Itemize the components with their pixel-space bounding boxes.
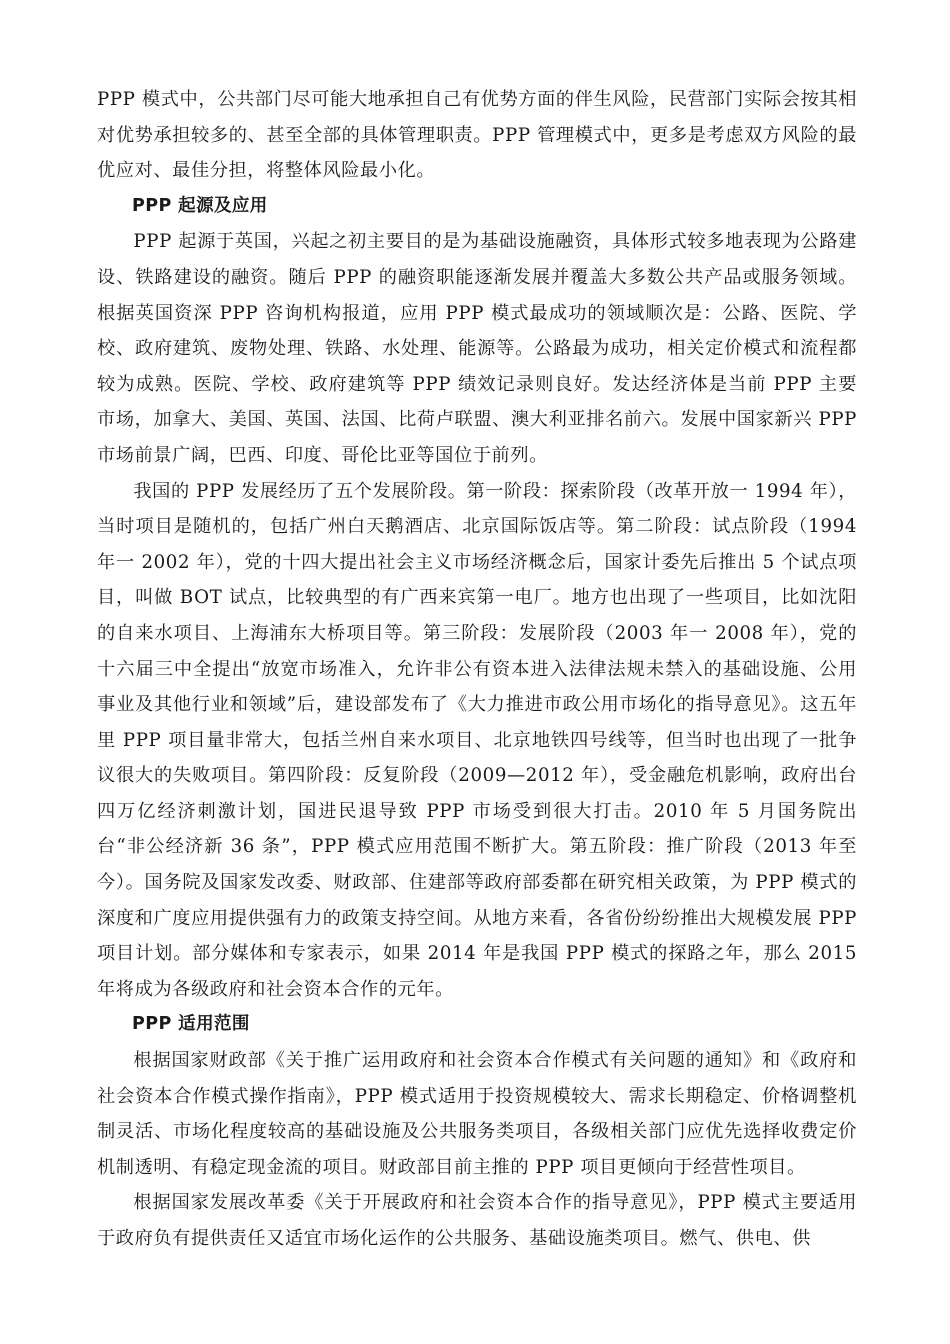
section-heading-origin: PPP 起源及应用 xyxy=(132,195,268,216)
paragraph-origin: PPP 起源于英国，兴起之初主要目的是为基础设施融资，具体形式较多地表现为公路建设、铁路建设的融资。随后 PPP 的融资职能逐渐发展并覆盖大多数公共产品或服务领域。根据英国资深 PPP 咨询机构报道，应用 PPP 模式最成功的领域顺次是：公路、医院、学校、政府建筑、废物处理、铁路、水处理、能源等。公路最为成功，相关定价模式和流程都较为成熟。医院、学校、政府建筑等 PPP 绩效记录则良好。发达经济体是当前 PPP 主要市场，加拿大、美国、英国、法国、比荷卢联盟、澳大利亚排名前六。发展中国家新兴 PPP 市场前景广阔，巴西、印度、哥伦比亚等国位于前列。 xyxy=(97,231,857,466)
document-page xyxy=(97,82,857,1257)
paragraph-china-stages: 我国的 PPP 发展经历了五个发展阶段。第一阶段：探索阶段（改革开放一 1994 年），当时项目是随机的，包括广州白天鹅酒店、北京国际饭店等。第二阶段：试点阶段（1994 年一 2002 年），党的十四大提出社会主义市场经济概念后，国家计委先后推出 5 个试点项目，叫做 BOT 试点，比较典型的有广西来宾第一电厂。地方也出现了一些项目，比如沈阳的自来水项目、上海浦东大桥项目等。第三阶段：发展阶段（2003 年一 2008 年），党的十六届三中全提出“放宽市场准入，允许非公有资本进入法律法规未禁入的基础设施、公用事业及其他行业和领域”后，建设部发布了《大力推进市政公用市场化的指导意见》。这五年里 PPP 项目量非常大，包括兰州自来水项目、北京地铁四号线等，但当时也出现了一批争议很大的失败项目。第四阶段：反复阶段（2009—2012 年），受金融危机影响，政府出台四万亿经济刺激计划，国进民退导致 PPP 市场受到很大打击。2010 年 5 月国务院出台“非公经济新 36 条”，PPP 模式应用范围不断扩大。第五阶段：推广阶段（2013 年至今）。国务院及国家发改委、财政部、住建部等政府部委都在研究相关政策，为 PPP 模式的深度和广度应用提供强有力的政策支持空间。从地方来看，各省份纷纷推出大规模发展 PPP 项目计划。部分媒体和专家表示，如果 2014 年是我国 PPP 模式的探路之年，那么 2015 年将成为各级政府和社会资本合作的元年。 xyxy=(97,480,858,1000)
paragraph-scope-ndrc: 根据国家发展改革委《关于开展政府和社会资本合作的指导意见》，PPP 模式主要适用于政府负有提供责任又适宜市场化运作的公共服务、基础设施类项目。燃气、供电、供 xyxy=(97,1192,857,1249)
paragraph-scope-mof: 根据国家财政部《关于推广运用政府和社会资本合作模式有关问题的通知》和《政府和社会资本合作模式操作指南》，PPP 模式适用于投资规模较大、需求长期稳定、价格调整机制灵活、市场化程度较高的基础设施及公共服务类项目，各级相关部门应优先选择收费定价机制透明、有稳定现金流的项目。财政部目前主推的 PPP 项目更倾向于经营性项目。 xyxy=(97,1050,857,1178)
section-heading-scope: PPP 适用范围 xyxy=(132,1014,250,1035)
paragraph-risk-allocation: PPP 模式中，公共部门尽可能大地承担自己有优势方面的伴生风险，民营部门实际会按其相对优势承担较多的、甚至全部的具体管理职责。PPP 管理模式中，更多是考虑双方风险的最优应对、最佳分担，将整体风险最小化。 xyxy=(97,89,857,182)
